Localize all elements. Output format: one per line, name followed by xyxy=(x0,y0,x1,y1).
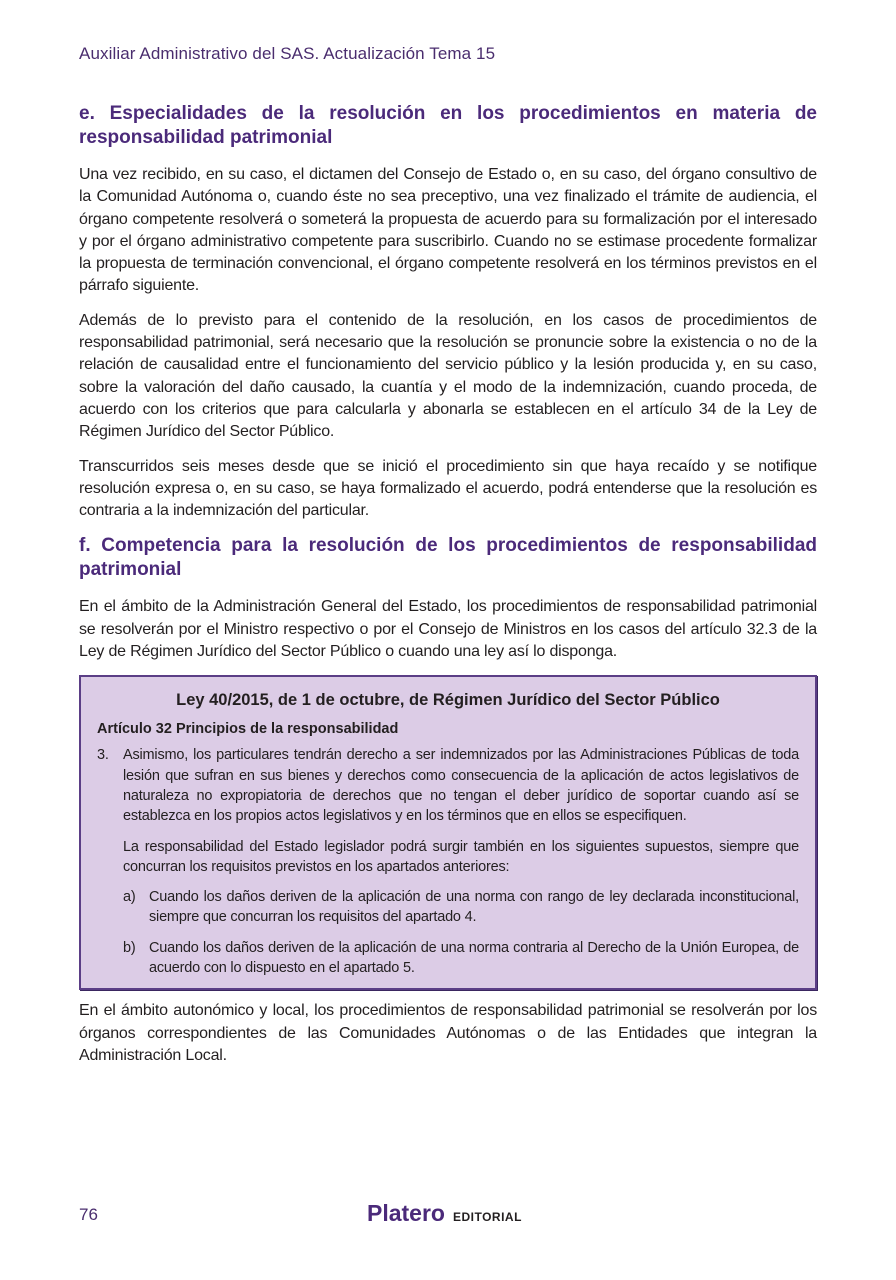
law-excerpt-box xyxy=(79,675,817,990)
section-e-title: e. Especialidades de la resolución en los procedimientos en materia de responsabilidad patrimonial xyxy=(79,103,817,148)
paragraph: En el ámbito autonómico y local, los procedimientos de responsabilidad patrimonial se resolverán por los órganos correspondientes de las Comunidades Autónomas o de las Entidades que integran la Administración Local. xyxy=(79,1002,817,1064)
paragraph: En el ámbito de la Administración General del Estado, los procedimientos de responsabilidad patrimonial se resolverán por el Ministro respectivo o por el Consejo de Ministros en los casos del artículo 32.3 de la Ley de Régimen Jurídico del Sector Público o cuando una ley así lo disponga. xyxy=(79,598,817,661)
paragraph: Transcurridos seis meses desde que se inició el procedimiento sin que haya recaído y se notifique resolución expresa o, en su caso, se haya formalizado el acuerdo, podrá entenderse que la resolución es contraria a la indemnización del particular. xyxy=(79,457,817,520)
page-number: 76 xyxy=(79,1205,98,1224)
law-title: Ley 40/2015, de 1 de octubre, de Régimen Jurídico del Sector Público xyxy=(176,691,720,710)
section-f-title: f. Competencia para la resolución de los procedimientos de responsabilidad patrimonial xyxy=(79,535,817,581)
brand-sub: EDITORIAL xyxy=(452,1210,522,1224)
paragraph: Una vez recibido, en su caso, el dictamen del Consejo de Estado o, en su caso, del órgano consultivo de la Comunidad Autónoma o, cuando éste no sea preceptivo, una vez finalizado el trámite de audiencia, el órgano competente resolverá o someterá la propuesta de acuerdo para su formalización por el interesado y por el órgano administrativo competente para suscribirlo. Cuando no se estimase procedente formalizar la propuesta de terminación convencional, el órgano competente resolverá en los términos previstos en el párrafo siguiente. xyxy=(79,166,817,295)
brand-name: Platero xyxy=(367,1200,445,1226)
law-item xyxy=(97,745,799,826)
subitem-text: Cuando los daños deriven de la aplicación de una norma con rango de ley declarada inconstitucional, siempre que concurran los requisitos del apartado 4. xyxy=(149,889,799,926)
subitem-label: b) xyxy=(123,939,136,956)
item-text: Asimismo, los particulares tendrán derecho a ser indemnizados por las Administraciones Públicas de toda lesión que sufran en sus bienes y derechos como consecuencia de la aplicación de actos legislativos de naturaleza no expropiatoria de derechos que no tengan el deber jurídico de soportar cuando así se establezca en los propios actos legislativos y en los términos que en ellos se especifiquen. xyxy=(123,747,799,825)
law-subitem xyxy=(123,887,799,928)
subitem-text: Cuando los daños deriven de la aplicación de una norma contraria al Derecho de la Unión Europea, de acuerdo con lo dispuesto en el apartado 5. xyxy=(149,939,799,977)
law-paragraph: La responsabilidad del Estado legislador podrá surgir también en los siguientes supuestos, siempre que concurran los requisitos previstos en los apartados anteriores: xyxy=(123,838,799,875)
item-number: 3. xyxy=(97,747,109,764)
paragraph: Además de lo previsto para el contenido de la resolución, en los casos de procedimientos de responsabilidad patrimonial, será necesario que la resolución se pronuncie sobre la existencia o no de la relación de causalidad entre el funcionamiento del servicio público y la lesión producida y, en su caso, sobre la valoración del daño causado, la cuantía y el modo de la indemnización, cuando proceda, de acuerdo con los criterios que para calcularla y abonarla se establecen en el artículo 34 de la Ley de Régimen Jurídico del Sector Público. xyxy=(79,311,817,441)
page-content xyxy=(79,102,817,1079)
article-title: Artículo 32 Principios de la responsabilidad xyxy=(97,721,399,738)
law-subitem xyxy=(123,938,799,979)
subitem-label: a) xyxy=(123,889,136,906)
running-header: Auxiliar Administrativo del SAS. Actualización Tema 15 xyxy=(79,44,496,63)
publisher-logo xyxy=(367,1200,522,1227)
